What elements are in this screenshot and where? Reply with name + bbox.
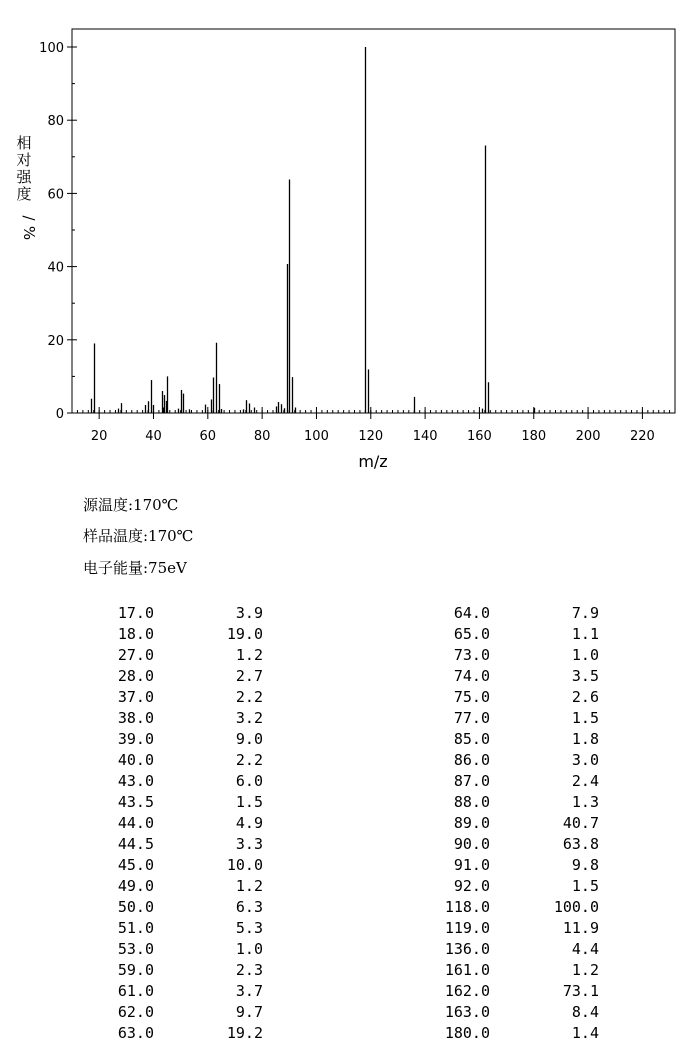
mz-right-cell: 161.0 (444, 961, 490, 979)
y-axis-ticks (39, 41, 77, 422)
mz-left-cell: 51.0 (117, 919, 154, 937)
mz-left-cell: 40.0 (117, 751, 154, 769)
table-row (0, 960, 687, 981)
intensity-left-cell: 1.2 (235, 877, 263, 895)
table-row (0, 918, 687, 939)
table-row (0, 1002, 687, 1023)
intensity-left-cell: 3.9 (235, 604, 263, 622)
intensity-right-cell: 8.4 (571, 1003, 599, 1021)
intensity-right-cell: 40.7 (562, 814, 599, 832)
mz-right-cell: 75.0 (453, 688, 490, 706)
mz-right-cell: 74.0 (453, 667, 490, 685)
mz-left-cell: 44.5 (117, 835, 154, 853)
mz-right-cell: 162.0 (444, 982, 490, 1000)
x-tick-label: 200 (575, 429, 601, 444)
plot-frame (72, 29, 675, 413)
table-row (0, 645, 687, 666)
table-row (0, 729, 687, 750)
y-axis-label-char: 相 (16, 134, 32, 152)
intensity-right-cell: 1.0 (571, 646, 599, 664)
mz-left-cell: 17.0 (117, 604, 154, 622)
x-axis-label: m/z (358, 452, 388, 471)
x-tick-label: 140 (412, 429, 438, 444)
table-row (0, 771, 687, 792)
mz-right-cell: 163.0 (444, 1003, 490, 1021)
sample-temperature: 样品温度:170℃ (83, 527, 194, 545)
table-row (0, 876, 687, 897)
x-tick-label: 60 (199, 429, 217, 444)
table-row (0, 939, 687, 960)
table-row (0, 981, 687, 1002)
mz-left-cell: 18.0 (117, 625, 154, 643)
mz-left-cell: 44.0 (117, 814, 154, 832)
mz-right-cell: 87.0 (453, 772, 490, 790)
x-tick-label: 180 (521, 429, 547, 444)
intensity-right-cell: 3.0 (571, 751, 599, 769)
mz-right-cell: 64.0 (453, 604, 490, 622)
intensity-right-cell: 2.4 (571, 772, 599, 790)
intensity-right-cell: 100.0 (553, 898, 599, 916)
intensity-right-cell: 73.1 (562, 982, 599, 1000)
table-row (0, 708, 687, 729)
y-tick-label: 40 (47, 260, 64, 276)
mz-left-cell: 45.0 (117, 856, 154, 874)
y-tick-label: 80 (47, 114, 64, 130)
mz-left-cell: 28.0 (117, 667, 154, 685)
x-tick-label: 80 (253, 429, 271, 444)
y-tick-label: 20 (47, 333, 64, 349)
intensity-left-cell: 4.9 (235, 814, 263, 832)
intensity-right-cell: 4.4 (571, 940, 599, 958)
intensity-left-cell: 5.3 (235, 919, 263, 937)
mz-right-cell: 92.0 (453, 877, 490, 895)
intensity-left-cell: 3.3 (235, 835, 263, 853)
mz-left-cell: 50.0 (117, 898, 154, 916)
mz-right-cell: 73.0 (453, 646, 490, 664)
intensity-left-cell: 6.0 (235, 772, 263, 790)
y-axis-label-char: 强 (16, 168, 32, 186)
intensity-right-cell: 3.5 (571, 667, 599, 685)
mz-left-cell: 61.0 (117, 982, 154, 1000)
intensity-right-cell: 63.8 (562, 835, 599, 853)
intensity-left-cell: 9.7 (235, 1003, 263, 1021)
intensity-right-cell: 9.8 (571, 856, 599, 874)
mz-left-cell: 49.0 (117, 877, 154, 895)
intensity-left-cell: 2.7 (235, 667, 263, 685)
spectrum-peaks (92, 47, 535, 413)
table-row (0, 792, 687, 813)
y-axis-label-char: 度 (16, 185, 32, 203)
mz-left-cell: 43.0 (117, 772, 154, 790)
y-axis-label-char: % (20, 225, 38, 241)
intensity-right-cell: 1.3 (571, 793, 599, 811)
mz-right-cell: 180.0 (444, 1024, 490, 1042)
table-row (0, 897, 687, 918)
mz-left-cell: 53.0 (117, 940, 154, 958)
intensity-right-cell: 1.5 (571, 877, 599, 895)
table-row (0, 603, 687, 624)
table-row (0, 834, 687, 855)
x-tick-label: 220 (629, 429, 655, 444)
intensity-right-cell: 1.5 (571, 709, 599, 727)
intensity-right-cell: 1.8 (571, 730, 599, 748)
intensity-left-cell: 2.2 (235, 751, 263, 769)
intensity-left-cell: 6.3 (235, 898, 263, 916)
mz-left-cell: 37.0 (117, 688, 154, 706)
intensity-right-cell: 1.2 (571, 961, 599, 979)
intensity-left-cell: 19.2 (226, 1024, 263, 1042)
y-axis-label-char: / (20, 215, 38, 221)
mz-right-cell: 77.0 (453, 709, 490, 727)
mz-right-cell: 85.0 (453, 730, 490, 748)
y-tick-label: 0 (55, 407, 64, 422)
y-axis-label (16, 134, 38, 240)
mz-right-cell: 65.0 (453, 625, 490, 643)
intensity-left-cell: 2.2 (235, 688, 263, 706)
intensity-left-cell: 1.5 (235, 793, 263, 811)
table-row (0, 855, 687, 876)
mass-spectrum-chart (0, 0, 687, 480)
table-row (0, 687, 687, 708)
y-tick-label: 60 (47, 187, 64, 203)
peak-table (0, 603, 687, 1052)
mz-right-cell: 88.0 (453, 793, 490, 811)
mz-right-cell: 89.0 (453, 814, 490, 832)
mz-left-cell: 63.0 (117, 1024, 154, 1042)
x-tick-label: 120 (358, 429, 384, 444)
table-row (0, 1023, 687, 1044)
intensity-right-cell: 2.6 (571, 688, 599, 706)
intensity-left-cell: 9.0 (235, 730, 263, 748)
x-tick-label: 100 (304, 429, 329, 444)
intensity-left-cell: 1.2 (235, 646, 263, 664)
x-tick-label: 20 (90, 429, 108, 444)
intensity-right-cell: 1.1 (571, 625, 599, 643)
x-tick-label: 160 (467, 429, 492, 444)
mz-left-cell: 59.0 (117, 961, 154, 979)
source-temperature: 源温度:170℃ (83, 496, 179, 514)
minor-ticks (72, 84, 675, 413)
intensity-right-cell: 1.4 (571, 1024, 599, 1042)
mz-left-cell: 39.0 (117, 730, 154, 748)
intensity-left-cell: 1.0 (235, 940, 263, 958)
table-row (0, 813, 687, 834)
table-row (0, 750, 687, 771)
mz-right-cell: 91.0 (453, 856, 490, 874)
intensity-left-cell: 3.2 (235, 709, 263, 727)
y-tick-label: 100 (39, 41, 64, 56)
intensity-left-cell: 10.0 (226, 856, 263, 874)
mz-left-cell: 38.0 (117, 709, 154, 727)
table-row (0, 624, 687, 645)
electron-energy: 电子能量:75eV (83, 559, 187, 577)
intensity-left-cell: 19.0 (226, 625, 263, 643)
intensity-right-cell: 11.9 (562, 919, 599, 937)
mz-left-cell: 62.0 (117, 1003, 154, 1021)
mz-right-cell: 119.0 (444, 919, 490, 937)
intensity-left-cell: 3.7 (235, 982, 263, 1000)
table-row (0, 666, 687, 687)
mz-right-cell: 136.0 (444, 940, 490, 958)
mz-right-cell: 118.0 (444, 898, 490, 916)
intensity-left-cell: 2.3 (235, 961, 263, 979)
intensity-right-cell: 7.9 (571, 604, 599, 622)
x-tick-label: 40 (145, 429, 162, 444)
mz-left-cell: 43.5 (117, 793, 154, 811)
mz-right-cell: 86.0 (453, 751, 490, 769)
mz-left-cell: 27.0 (117, 646, 154, 664)
mz-right-cell: 90.0 (453, 835, 490, 853)
y-axis-label-char: 对 (16, 151, 32, 169)
